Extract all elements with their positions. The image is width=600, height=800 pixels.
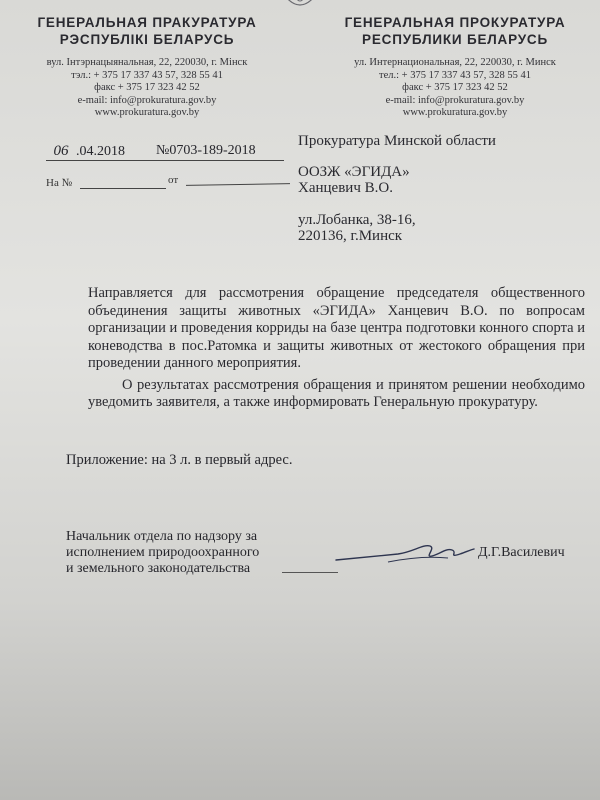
contact-block bbox=[22, 57, 272, 120]
org-name-line1: ГЕНЕРАЛЬНАЯ ПРАКУРАТУРА bbox=[37, 15, 257, 30]
body-paragraph-1 bbox=[88, 285, 585, 373]
address: вул. Інтэрнацыянальная, 22, 220030, г. Мінск bbox=[46, 57, 248, 68]
recipient-line2: ООЗЖ «ЭГИДА» bbox=[298, 164, 410, 180]
email: e-mail: info@prokuratura.gov.by bbox=[385, 94, 525, 106]
title-line: исполнением природоохранного bbox=[66, 545, 260, 560]
body-line: подготовки конного спорта и коневодства в пос.Ратомка и защиты bbox=[88, 320, 586, 354]
body-line: животных от жестокого обращения при проведении данного мероприятия. bbox=[88, 337, 585, 371]
body-line: О результатах рассмотрения обращения и принятом решении bbox=[122, 376, 508, 393]
recipient-line3: Ханцевич В.О. bbox=[298, 180, 393, 196]
fax: факс + 375 17 323 42 52 bbox=[402, 82, 508, 93]
address: ул. Интернациональная, 22, 220030, г. Минск bbox=[354, 57, 556, 68]
header-russian bbox=[330, 14, 580, 120]
number-sign: № bbox=[156, 143, 170, 158]
appendix-note: Приложение: на 3 л. в первый адрес. bbox=[66, 452, 293, 468]
org-name-line1: ГЕНЕРАЛЬНАЯ ПРОКУРАТУРА bbox=[344, 15, 566, 30]
title-line: и земельного законодательства bbox=[66, 561, 251, 576]
signatory-name: Д.Г.Василевич bbox=[478, 545, 565, 560]
recipient-line5: 220136, г.Минск bbox=[298, 228, 403, 244]
body-paragraph-2 bbox=[88, 377, 585, 412]
email: e-mail: info@prokuratura.gov.by bbox=[77, 94, 217, 106]
phone: тел.: + 375 17 337 43 57, 328 55 41 bbox=[379, 69, 531, 81]
date-rest: .04.2018 bbox=[76, 144, 125, 159]
number-underline bbox=[140, 160, 284, 161]
incoming-date-label: от bbox=[168, 174, 179, 186]
recipient-line1: Прокуратура Минской области bbox=[298, 133, 496, 149]
website: www.prokuratura.gov.by bbox=[94, 107, 200, 118]
letter-body bbox=[88, 285, 585, 412]
date-underline bbox=[46, 160, 154, 161]
header-belarusian bbox=[22, 14, 272, 120]
outgoing-number bbox=[156, 143, 256, 159]
signatory-title bbox=[66, 529, 326, 577]
fax: факс + 375 17 323 42 52 bbox=[94, 82, 200, 93]
website: www.prokuratura.gov.by bbox=[402, 107, 508, 118]
title-line: Начальник отдела по надзору за bbox=[66, 529, 258, 544]
outgoing-reference bbox=[46, 143, 256, 160]
handwritten-day: 06 bbox=[53, 143, 69, 159]
body-line: общественного объединения защиты животных «ЭГИДА» Ханцевич В.О. bbox=[88, 285, 585, 319]
phone: тэл.: + 375 17 337 43 57, 328 55 41 bbox=[71, 69, 223, 81]
contact-block bbox=[330, 57, 580, 120]
state-emblem bbox=[278, 0, 322, 14]
org-name-line2: РЭСПУБЛІКІ БЕЛАРУСЬ bbox=[59, 32, 235, 47]
body-line: прокуратуру. bbox=[458, 394, 538, 410]
org-name-line2: РЕСПУБЛИКИ БЕЛАРУСЬ bbox=[362, 32, 548, 47]
incoming-ref-label: На № bbox=[46, 177, 73, 189]
handwritten-signature bbox=[328, 534, 478, 574]
incoming-date-line bbox=[186, 183, 290, 186]
incoming-number-line bbox=[80, 188, 166, 189]
recipient-line4: ул.Лобанка, 38-16, bbox=[298, 212, 416, 228]
body-line: по вопросам организации и проведения корриды на базе центра bbox=[88, 302, 585, 336]
body-line: необходимо уведомить заявителя, а также информировать Генеральную bbox=[88, 376, 586, 410]
body-line: Направляется для рассмотрения обращение председателя bbox=[88, 285, 479, 301]
number-value: 0703-189-2018 bbox=[169, 143, 256, 158]
